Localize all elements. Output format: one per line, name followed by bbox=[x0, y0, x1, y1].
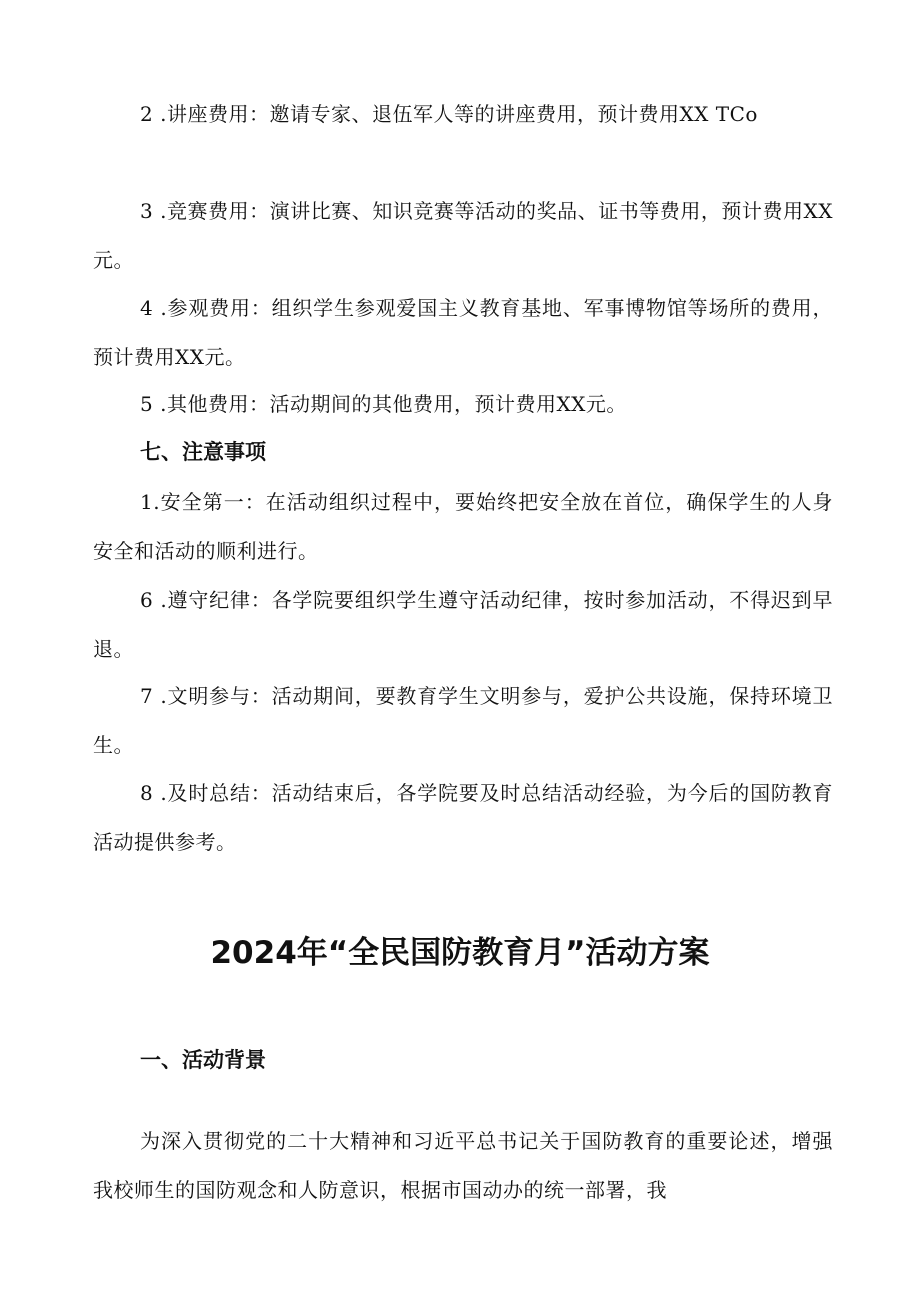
background-paragraph: 为深入贯彻党的二十大精神和习近平总书记关于国防教育的重要论述，增强我校师生的国防观念和人防意识，根据市国动办的统一部署，我 bbox=[93, 1129, 833, 1202]
cost-item-visit: 4 .参观费用：组织学生参观爱国主义教育基地、军事博物馆等场所的费用，预计费用XX元。 bbox=[93, 296, 833, 369]
note-civility: 7 .文明参与：活动期间，要教育学生文明参与，爱护公共设施，保持环境卫生。 bbox=[93, 684, 833, 757]
note-discipline: 6 .遵守纪律：各学院要组织学生遵守活动纪律，按时参加活动，不得迟到早退。 bbox=[93, 588, 833, 661]
section-heading-background: 一、活动背景 bbox=[140, 1048, 266, 1072]
cost-item-other: 5 .其他费用：活动期间的其他费用，预计费用XX元。 bbox=[140, 392, 627, 416]
cost-item-lecture: 2 .讲座费用：邀请专家、退伍军人等的讲座费用，预计费用XX TCo bbox=[140, 102, 758, 126]
cost-item-competition: 3 .竞赛费用：演讲比赛、知识竞赛等活动的奖品、证书等费用，预计费用XX元。 bbox=[93, 199, 833, 272]
plan-title: 2024年“全民国防教育月”活动方案 bbox=[210, 935, 710, 971]
note-summary: 8 .及时总结：活动结束后，各学院要及时总结活动经验，为今后的国防教育活动提供参考。 bbox=[93, 781, 833, 854]
section-heading-notes: 七、注意事项 bbox=[140, 440, 266, 464]
note-safety: 1.安全第一：在活动组织过程中，要始终把安全放在首位，确保学生的人身安全和活动的顺利进行。 bbox=[93, 490, 833, 563]
